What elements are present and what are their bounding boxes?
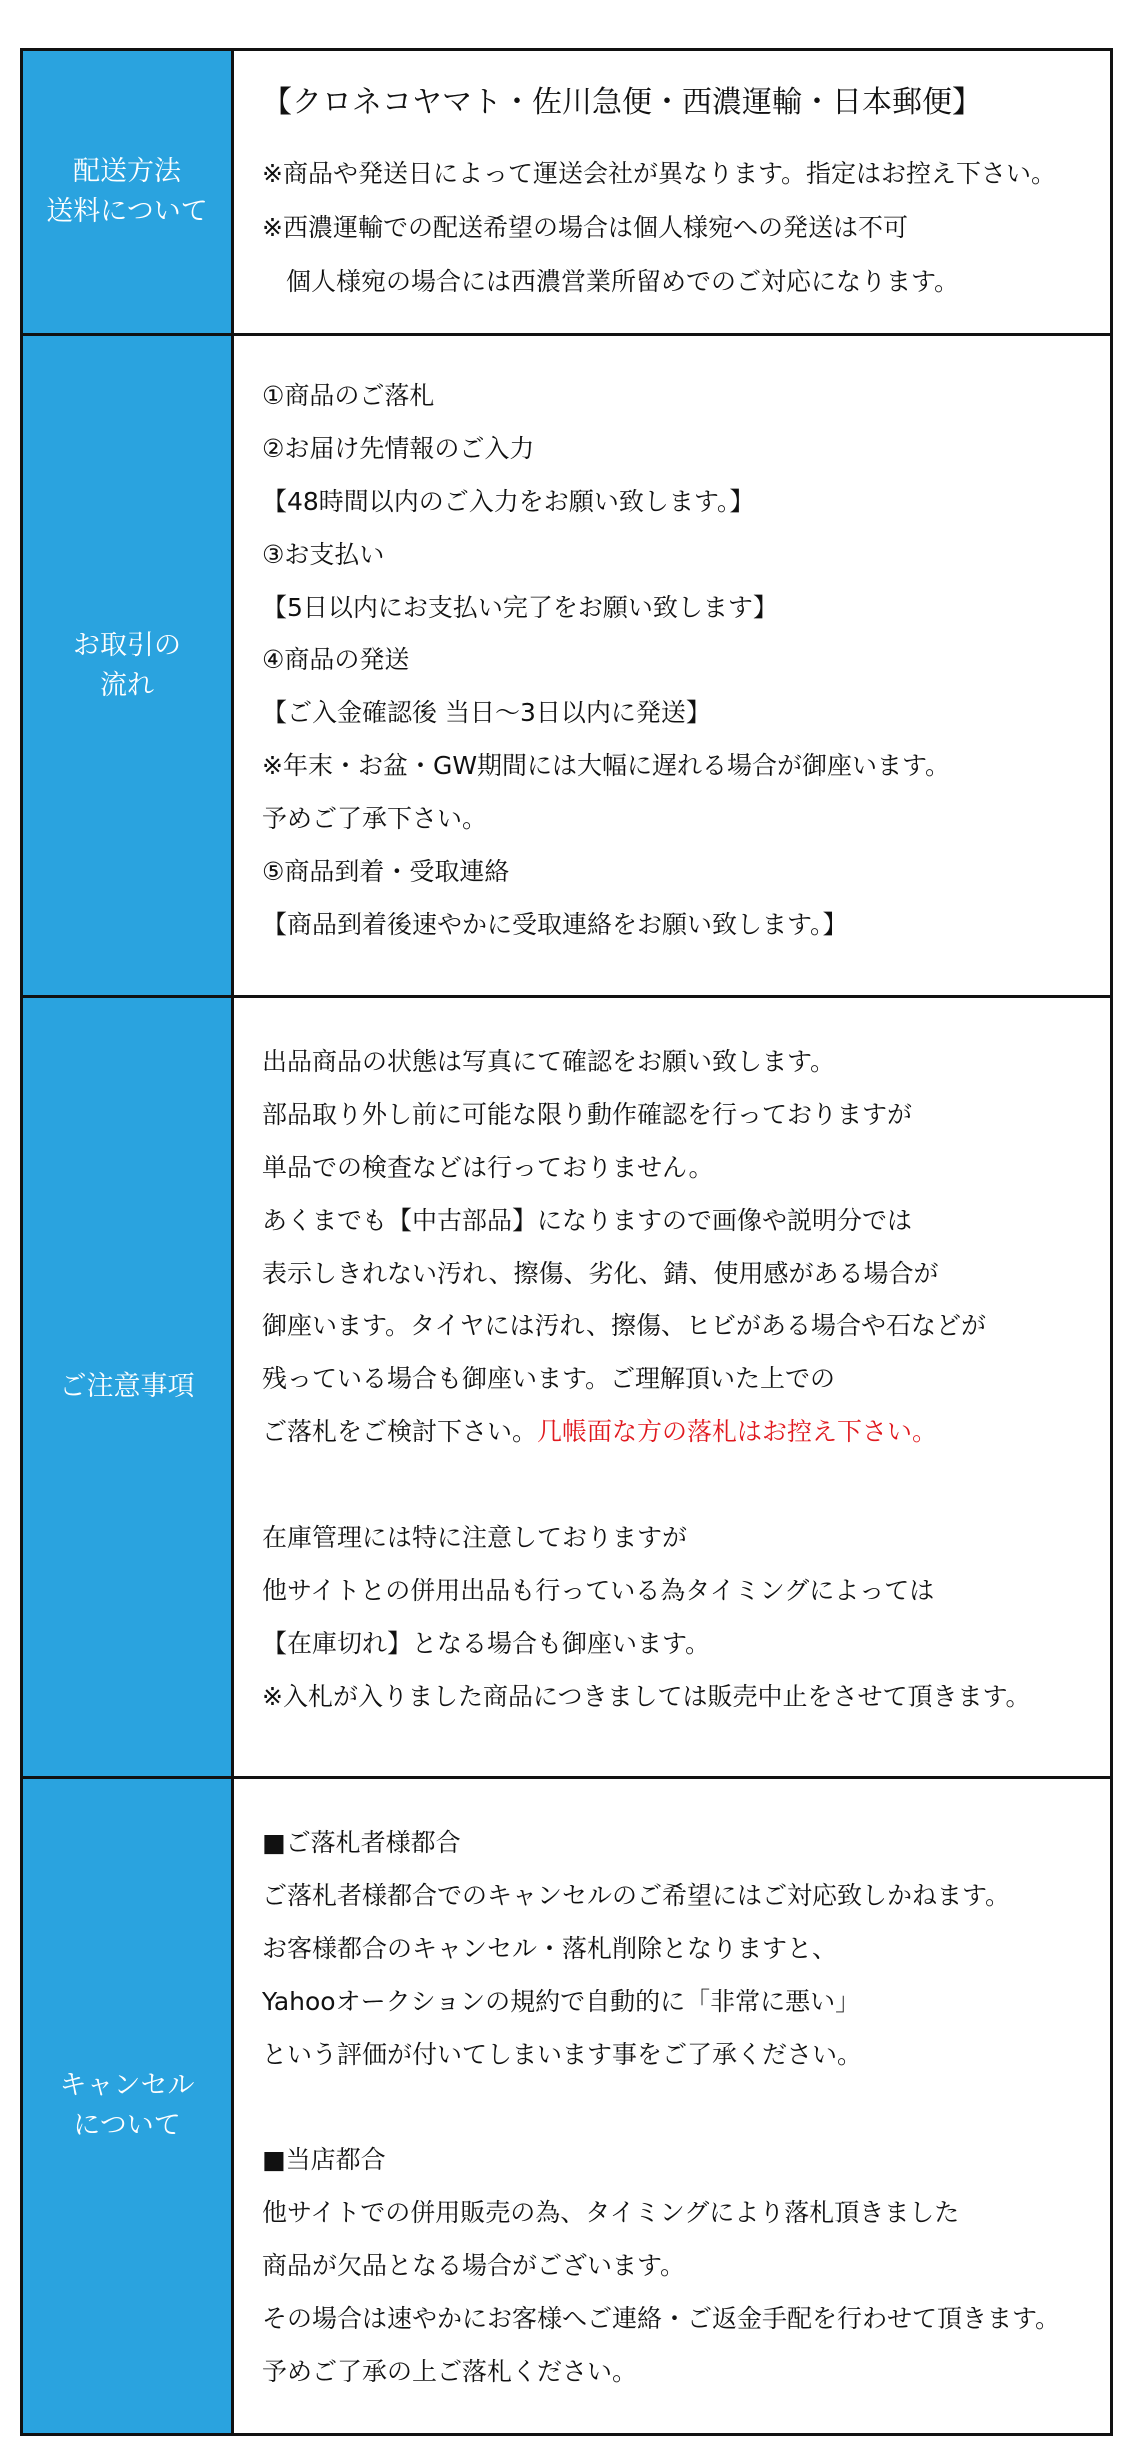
flow-step: ①商品のご落札: [262, 381, 435, 410]
notes-line: 残っている場合も御座います。ご理解頂いた上での: [262, 1364, 836, 1394]
cancel-section: [23, 1776, 1110, 2433]
flow-note: 【ご入金確認後 当日〜3日以内に発送】: [262, 698, 711, 728]
flow-note: 【48時間以内のご入力をお願い致します。】: [262, 486, 755, 516]
flow-step: ③お支払い: [262, 539, 385, 569]
cancel-line: 商品が欠品となる場合がございます。: [262, 2251, 686, 2281]
cancel-line: という評価が付いてしまいます事をご了承ください。: [262, 2039, 863, 2069]
cancel-line: 予めご了承の上ご落札ください。: [262, 2356, 638, 2386]
shipping-note: 個人様宛の場合には西濃営業所留めでのご対応になります。: [286, 267, 960, 296]
notes-line-mixed: [262, 1406, 1110, 1459]
shipping-content: [234, 51, 1110, 333]
carrier-list: 【クロネコヤマト・佐川急便・西濃運輸・日本郵便】: [262, 85, 982, 120]
notes-line: 【在庫切れ】となる場合も御座います。: [262, 1628, 711, 1658]
flow-heading-cell: [23, 336, 234, 995]
blank-line: [262, 2081, 1110, 2134]
notes-line: 他サイトとの併用出品も行っている為タイミングによっては: [262, 1575, 935, 1605]
notes-line-text: ご落札をご検討下さい。: [262, 1417, 538, 1447]
flow-section: [23, 333, 1110, 995]
flow-note: 予めご了承下さい。: [262, 804, 488, 834]
notes-line: 出品商品の状態は写真にて確認をお願い致します。: [262, 1047, 836, 1076]
notes-line: 御座います。タイヤには汚れ、擦傷、ヒビがある場合や石などが: [262, 1311, 987, 1341]
info-table: [20, 48, 1113, 2436]
shipping-note: ※商品や発送日によって運送会社が異なります。指定はお控え下さい。: [262, 159, 1056, 188]
notes-section: [23, 995, 1110, 1776]
notes-line: ※入札が入りました商品につきましては販売中止をさせて頂きます。: [262, 1681, 1031, 1711]
cancel-line: その場合は速やかにお客様へご連絡・ご返金手配を行わせて頂きます。: [262, 2304, 1061, 2334]
shipping-note: ※西濃運輸での配送希望の場合は個人様宛への発送は不可: [262, 213, 908, 242]
flow-note: 【5日以内にお支払い完了をお願い致します】: [262, 592, 778, 622]
notes-line: 在庫管理には特に注意しておりますが: [262, 1523, 688, 1553]
notes-heading-cell: [23, 998, 234, 1776]
flow-note: 【商品到着後速やかに受取連絡をお願い致します。】: [262, 909, 848, 939]
cancel-line: ご落札者様都合でのキャンセルのご希望にはご対応致しかねます。: [262, 1880, 1011, 1910]
notes-line: 単品での検査などは行っておりません。: [262, 1152, 714, 1182]
cancel-heading-cell: [23, 1779, 234, 2433]
notes-content: [234, 998, 1110, 1776]
shipping-heading: 配送方法 送料について: [46, 156, 208, 227]
cancel-line: 他サイトでの併用販売の為、タイミングにより落札頂きました: [262, 2198, 960, 2228]
warning-text: 几帳面な方の落札はお控え下さい。: [537, 1417, 938, 1447]
shipping-section: [23, 51, 1110, 333]
cancel-subheading: ■当店都合: [262, 2145, 386, 2175]
notes-line: あくまでも【中古部品】になりますので画像や説明分では: [262, 1205, 913, 1235]
flow-content: [234, 336, 1110, 995]
notes-heading: ご注意事項: [59, 1371, 195, 1402]
flow-step: ②お届け先情報のご入力: [262, 433, 535, 463]
blank-line: [262, 1459, 1110, 1512]
cancel-content: [234, 1779, 1110, 2433]
notes-line: 部品取り外し前に可能な限り動作確認を行っておりますが: [262, 1099, 913, 1129]
flow-step: ④商品の発送: [262, 645, 410, 675]
notes-line: 表示しきれない汚れ、擦傷、劣化、錆、使用感がある場合が: [262, 1258, 939, 1288]
cancel-subheading: ■ご落札者様都合: [262, 1828, 461, 1857]
shipping-heading-cell: [23, 51, 234, 333]
cancel-heading: キャンセル について: [59, 2070, 195, 2141]
flow-note: ※年末・お盆・GW期間には大幅に遅れる場合が御座います。: [262, 751, 951, 781]
flow-step: ⑤商品到着・受取連絡: [262, 857, 510, 887]
cancel-line: お客様都合のキャンセル・落札削除となりますと、: [262, 1933, 838, 1963]
flow-heading: お取引の 流れ: [73, 629, 181, 701]
cancel-line: Yahooオークションの規約で自動的に「非常に悪い」: [262, 1986, 861, 2016]
